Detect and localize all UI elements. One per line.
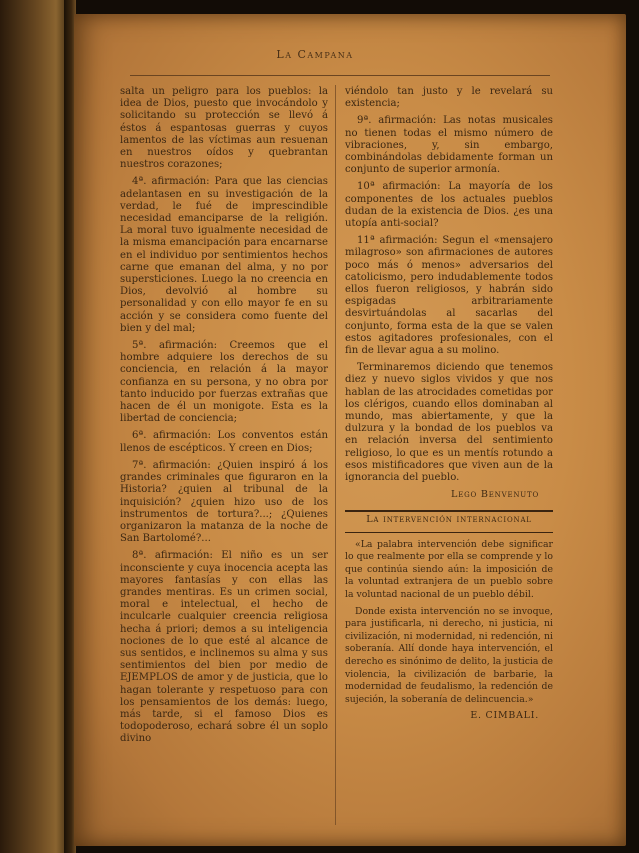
previous-page-edge: [0, 0, 70, 853]
paragraph: 4ª. afirmación: Para que las ciencias adelantasen en su investigación de la verdad, le fué de imprescindible necesidad emanciparse de la religión. La moral tuvo igualmente necesidad de la misma emancipación para encarnarse en el individuo por sentimientos hechos carne que emanan del alma, y no por supersticiones. Luego la no creencia en Dios, devolvió al hombre su personalidad y con ello mayor fe en su acción y se considera como fuente del bien y del mal;: [120, 176, 328, 334]
paragraph: 5ª. afirmación: Creemos que el hombre adquiere los derechos de su conciencia, en relación á la mayor confianza en su persona, y no obra por tanto inducido por fuerzas extrañas que hacen de él un monigote. Esta es la libertad de conciencia;: [120, 340, 328, 425]
page-header-title: La Campana: [276, 48, 354, 61]
article-signature: Lego Benvenuto: [451, 489, 539, 501]
quote-paragraph: «La palabra intervención debe significar lo que realmente por ella se comprende y lo que continúa siendo aún: la imposición de la voluntad extranjera de un pueblo sobre la voluntad nacional de un pueblo débil.: [345, 538, 553, 601]
paragraph: viéndolo tan justo y le revelará su existencia;: [345, 86, 553, 110]
paragraph: Terminaremos diciendo que tenemos diez y nuevo siglos vividos y que nos hablan de las atrocidades cometidas por los clérigos, cuando ellos dominaban al mundo, mas abiertamente, y que la dulzura y la bondad de los pueblos va en relación inversa del sentimiento religioso, lo que es un mentís rotundo a esos mistificadores que viven aun de la ignorancia del pueblo.: [345, 362, 553, 484]
quote-signature: E. CIMBALI.: [470, 710, 539, 722]
paragraph: 11ª afirmación: Segun el «mensajero milagroso» son afirmaciones de autores poco más ó menos» adversarios del catolicismo, pero indudablemente todos ellos fueron religiosos, y habrán sido espigadas arbitrariamente desvirtuándolas al sacarlas del conjunto, forma esta de la que se valen estos agitadores profesionales, con el fin de llevar agua a su molino.: [345, 235, 553, 357]
box-top-rule: [345, 510, 553, 512]
column-divider: [335, 85, 336, 825]
quote-paragraph: Donde exista intervención no se invoque, para justificarla, ni derecho, ni justicia, ni civilización, ni modernidad, ni redención, ni soberanía. Allí donde haya intervención, el derecho es sinónimo de delito, la justicia de violencia, la civilización de barbarie, la modernidad de feudalismo, la redención de sujeción, la soberanía de delincuencia.»: [345, 605, 553, 705]
paragraph: 7ª. afirmación: ¿Quien inspiró á los grandes criminales que figuraron en la Historia? ¿quien al tribunal de la inquisición? ¿quien hizo uso de los instrumentos de tortura?...; ¿Quienes organizaron la matanza de la noche de San Bartolomé?...: [120, 459, 328, 545]
header-rule: [130, 75, 550, 76]
left-column: [120, 86, 328, 751]
paragraph: salta un peligro para los pueblos: la idea de Dios, puesto que invocándolo y solicitando su protección se llevó á éstos á espantosas guerras y cuyos lamentos de las víctimas aun resuenan en nuestros oídos y quebrantan nuestros corazones;: [120, 86, 328, 171]
right-column: [345, 86, 553, 723]
box-title: La intervención internacional: [366, 513, 532, 525]
paragraph: 6ª. afirmación: Los conventos están llenos de escépticos. Y creen en Dios;: [120, 430, 328, 454]
paragraph: 8ª. afirmación: El niño es un ser inconsciente y cuya inocencia acepta las mayores fantasías y con ellas las grandes mentiras. Es un crimen social, moral e intelectual, el hecho de inculcarle cualquier creencia religiosa hecha á priori; demos a su inteligencia nociones de lo que esté al alcance de sus sentidos, e inclinemos su alma y sus sentimientos del bien por medio de EJEMPLOS de amor y de justicia, que lo hagan tolerante y respetuoso para con los pensamientos de los demás: luego, más tarde, si el famoso Dios es todopoderoso, echará sobre él un soplo divino: [120, 550, 328, 745]
box-title-rule: [345, 532, 553, 533]
quote-box: [345, 539, 553, 707]
paragraph: 10ª afirmación: La mayoría de los componentes de los actuales pueblos dudan de la existencia de Dios. ¿es una utopía anti-social?: [345, 181, 553, 230]
paragraph: 9ª. afirmación: Las notas musicales no tienen todas el mismo número de vibraciones, y, sin embargo, combinándolas debidamente forman un conjunto de superior armonía.: [345, 115, 553, 176]
